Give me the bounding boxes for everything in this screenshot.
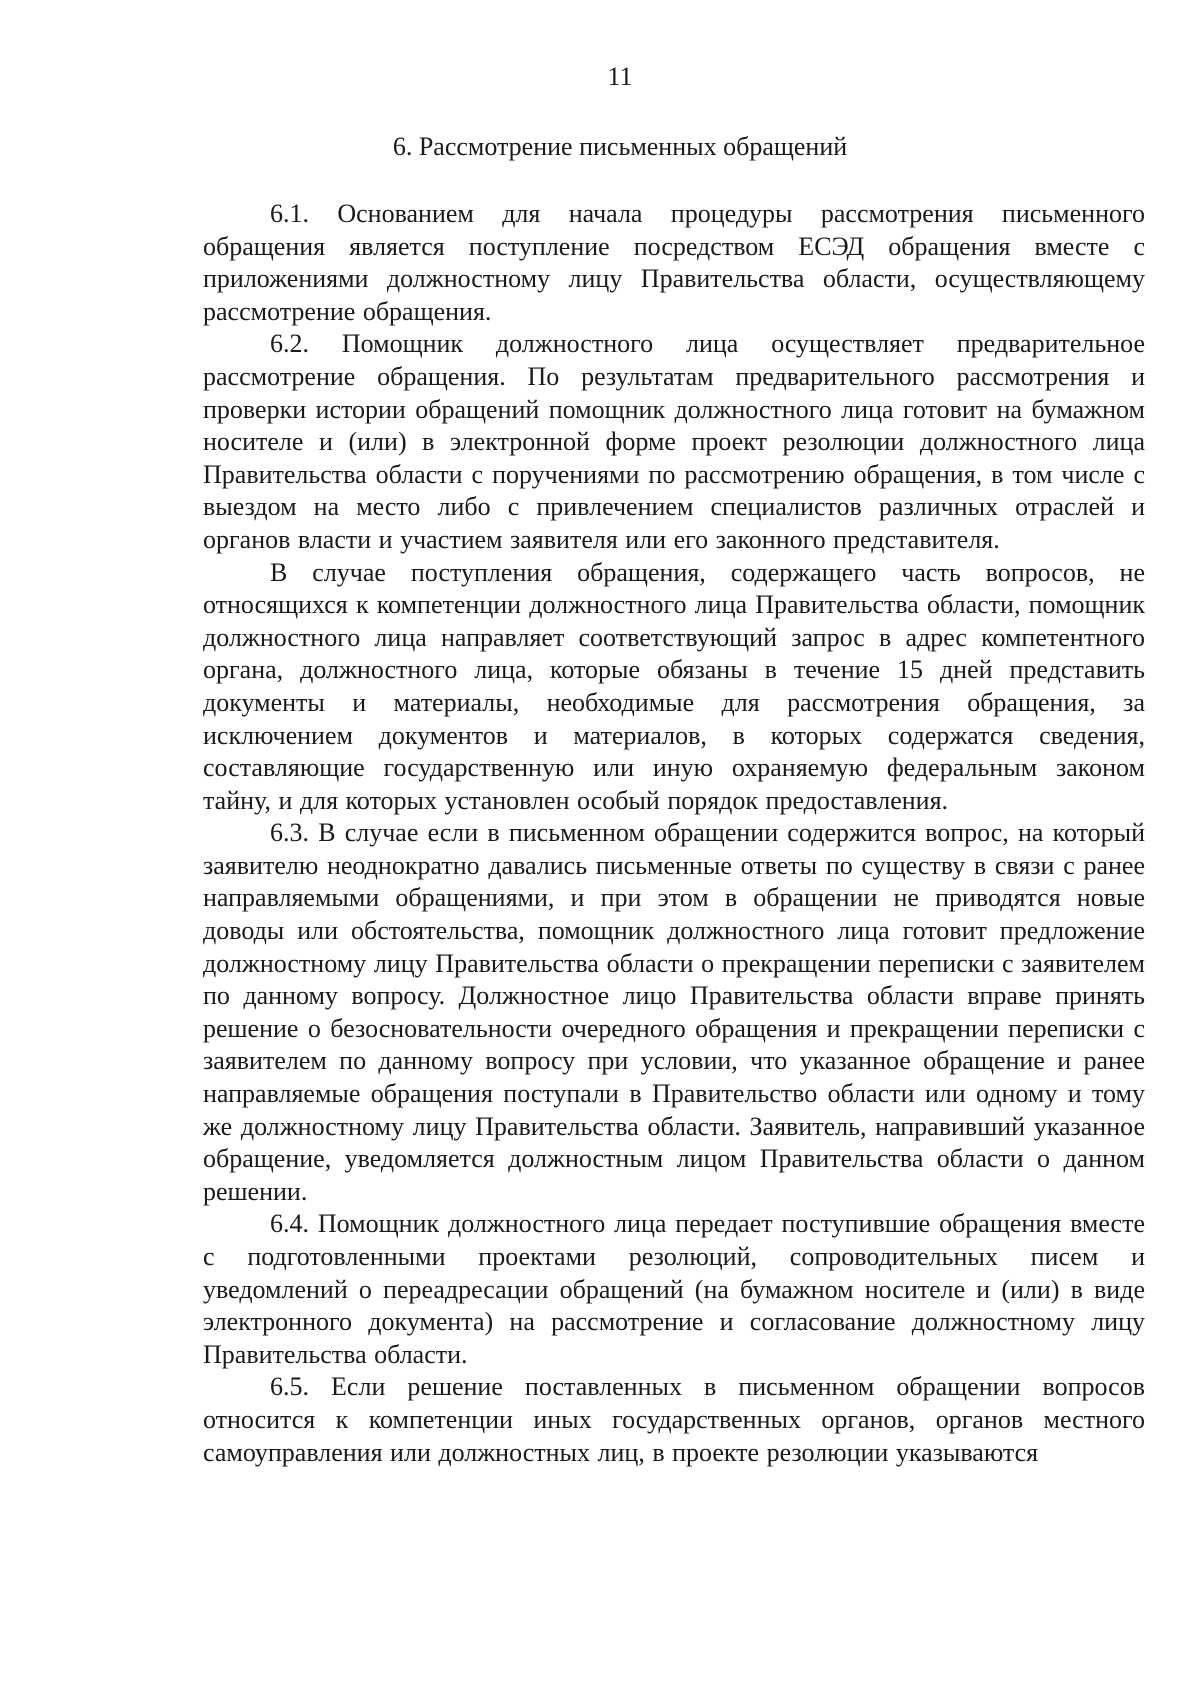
paragraph: 6.4. Помощник должностного лица передает поступившие обращения вместе с подготовленными проектами резолюций, сопроводительных писем и уведомлений о переадресации обращений (на бумажном носителе и (или) в виде электронного документа) на рассмотрение и согласование должностному лицу Правительства области. xyxy=(203,1209,1145,1369)
paragraph: В случае поступления обращения, содержащего часть вопросов, не относящихся к компетенции должностного лица Правительства области, помощник должностного лица направляет соответствующий запрос в адрес компетентного органа, должностного лица, которые обязаны в течение 15 дней представить документы и материалы, необходимые для рассмотрения обращения, за исключением документов и материалов, в которых содержатся сведения, составляющие государственную или иную охраняемую федеральным законом тайну, и для которых установлен особый порядок предоставления. xyxy=(203,557,1145,815)
section-title: 6. Рассмотрение письменных обращений xyxy=(392,132,848,161)
document-body xyxy=(203,198,1145,1469)
page-number: 11 xyxy=(607,62,633,91)
paragraph: 6.5. Если решение поставленных в письменном обращении вопросов относится к компетенции иных государственных органов, органов местного самоуправления или должностных лиц, в проекте резолюции указываются xyxy=(203,1372,1145,1467)
paragraph: 6.2. Помощник должностного лица осуществляет предварительное рассмотрение обращения. По результатам предварительного рассмотрения и проверки истории обращений помощник должностного лица готовит на бумажном носителе и (или) в электронной форме проект резолюции должностного лица Правительства области с поручениями по рассмотрению обращения, в том числе с выездом на место либо с привлечением специалистов различных отраслей и органов власти и участием заявителя или его законного представителя. xyxy=(203,329,1145,554)
paragraph: 6.3. В случае если в письменном обращении содержится вопрос, на который заявителю неоднократно давались письменные ответы по существу в связи с ранее направляемыми обращениями, и при этом в обращении не приводятся новые доводы или обстоятельства, помощник должностного лица готовит предложение должностному лицу Правительства области о прекращении переписки с заявителем по данному вопросу. Должностное лицо Правительства области вправе принять решение о безосновательности очередного обращения и прекращении переписки с заявителем по данному вопросу при условии, что указанное обращение и ранее направляемые обращения поступали в Правительство области или одному и тому же должностному лицу Правительства области. Заявитель, направивший указанное обращение, уведомляется должностным лицом Правительства области о данном решении. xyxy=(203,818,1145,1206)
paragraph: 6.1. Основанием для начала процедуры рассмотрения письменного обращения является поступление посредством ЕСЭД обращения вместе с приложениями должностному лицу Правительства области, осуществляющему рассмотрение обращения. xyxy=(203,199,1145,326)
